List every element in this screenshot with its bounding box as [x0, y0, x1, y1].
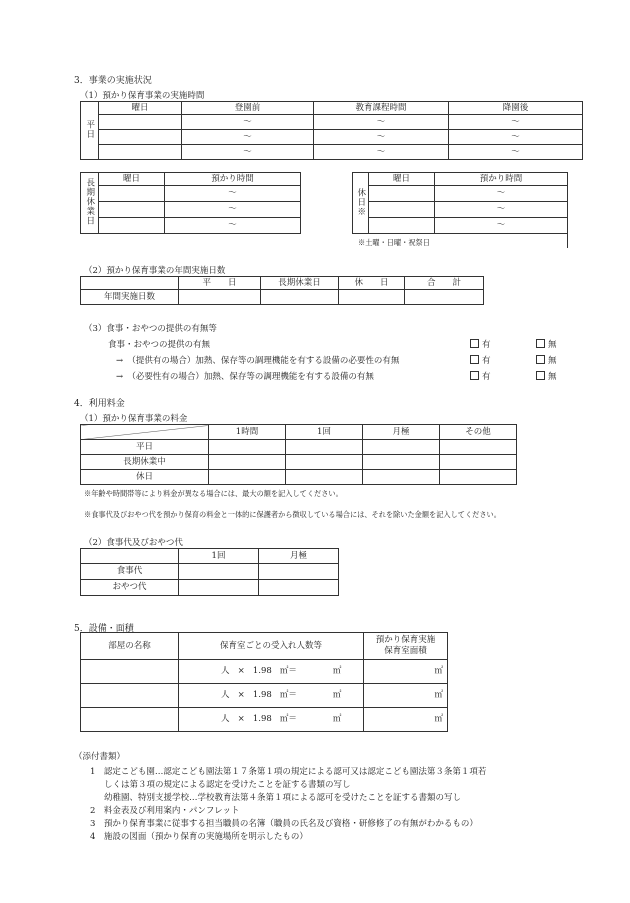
meal-question-3: → （必要性有の場合）加熱、保存等の調理機能を有する設備の有無	[116, 372, 374, 382]
annual-row-label: 年間実施日数	[81, 290, 179, 305]
fee-table	[80, 424, 517, 485]
time-cell[interactable]: ～	[182, 145, 314, 160]
meal-question-1: 食事・おやつの提供の有無	[108, 340, 211, 350]
fee-cell[interactable]	[209, 470, 286, 485]
weekday-cell[interactable]	[369, 186, 435, 202]
fee-cell[interactable]	[209, 455, 286, 470]
time-cell[interactable]: ～	[165, 218, 301, 234]
col-monthly: 月極	[259, 549, 339, 564]
fee-cell[interactable]	[286, 455, 363, 470]
section3-sub3: （3）食事・おやつの提供の有無等	[84, 324, 217, 334]
col-care-hours: 預かり時間	[435, 173, 568, 186]
checkbox-icon[interactable]	[470, 355, 479, 364]
checkbox-icon[interactable]	[536, 339, 545, 348]
time-cell[interactable]: ～	[182, 130, 314, 145]
col-care-hours: 預かり時間	[165, 173, 301, 186]
fee-corner	[81, 425, 209, 440]
time-cell[interactable]: ～	[165, 186, 301, 202]
fee-cell[interactable]	[363, 470, 440, 485]
room-name-cell[interactable]	[81, 684, 179, 708]
time-cell[interactable]: ～	[435, 218, 568, 234]
food-fee-cell[interactable]	[259, 580, 339, 596]
attachment-item-3: 3 預かり保育事業に従事する担当職員の名簿（職員の氏名及び資格・研修修了の有無がわかるもの）	[90, 819, 478, 829]
col-long-break-days: 長期休業日	[261, 277, 339, 290]
attachment-item-1: 1 認定こども園…認定こども園法第１７条第１項の規定による認可又は認定こども園法第３条第１項若	[90, 767, 487, 777]
col-weekday: 曜日	[99, 173, 165, 186]
fee-row-label: 平日	[81, 440, 209, 455]
food-fee-cell[interactable]	[179, 564, 259, 580]
fee-cell[interactable]	[209, 440, 286, 455]
days-cell[interactable]	[405, 290, 484, 305]
weekday-side-label: 平日	[81, 102, 99, 160]
col-holiday-days: 休 日	[339, 277, 405, 290]
annual-days-table	[80, 276, 484, 305]
attachment-item-4: 4 施設の図面（預かり保育の実施場所を明示したもの）	[90, 832, 308, 842]
food-fee-cell[interactable]	[259, 564, 339, 580]
holiday-note: ※土曜・日曜・祝祭日	[358, 238, 430, 247]
weekday-cell[interactable]	[99, 145, 182, 160]
meal-no-1[interactable]: 無	[536, 338, 557, 350]
checkbox-icon[interactable]	[536, 355, 545, 364]
time-cell[interactable]: ～	[435, 186, 568, 202]
weekday-cell[interactable]	[99, 218, 165, 234]
fee-cell[interactable]	[363, 455, 440, 470]
long-break-hours-table	[80, 172, 301, 234]
col-other: その他	[440, 425, 517, 440]
col-monthly: 月極	[363, 425, 440, 440]
section3-sub1: （1）預かり保育事業の実施時間	[80, 91, 205, 101]
col-weekday: 曜日	[369, 173, 435, 186]
col-weekday: 曜日	[99, 102, 182, 115]
fee-cell[interactable]	[286, 470, 363, 485]
food-row-label: おやつ代	[81, 580, 179, 596]
weekday-cell[interactable]	[369, 202, 435, 218]
holiday-side-label: 休日※	[353, 173, 369, 234]
capacity-cell[interactable]: 人 × 1.98 ㎡＝ ㎡	[179, 708, 364, 732]
time-cell[interactable]: ～	[165, 202, 301, 218]
area-cell[interactable]: ㎡	[364, 660, 448, 684]
food-corner	[81, 549, 179, 564]
fee-row-label: 長期休業中	[81, 455, 209, 470]
holiday-note-line	[567, 234, 568, 248]
section4-sub2: （2）食事代及びおやつ代	[84, 538, 183, 548]
section3-sub2: （2）預かり保育事業の年間実施日数	[84, 266, 226, 276]
time-cell[interactable]: ～	[449, 145, 583, 160]
weekday-cell[interactable]	[99, 202, 165, 218]
fee-row-label: 休日	[81, 470, 209, 485]
col-total-days: 合 計	[405, 277, 484, 290]
facility-table	[80, 632, 448, 732]
meal-yes-2[interactable]: 有	[470, 354, 491, 366]
col-capacity: 保育室ごとの受入れ人数等	[179, 633, 364, 660]
capacity-cell[interactable]: 人 × 1.98 ㎡＝ ㎡	[179, 660, 364, 684]
checkbox-icon[interactable]	[470, 371, 479, 380]
days-cell[interactable]	[179, 290, 261, 305]
meal-no-2[interactable]: 無	[536, 354, 557, 366]
col-per-visit: 1回	[179, 549, 259, 564]
time-cell[interactable]: ～	[314, 145, 449, 160]
food-row-label: 食事代	[81, 564, 179, 580]
col-area: 預かり保育実施 保育室面積	[364, 633, 448, 660]
col-after: 降園後	[449, 102, 583, 115]
checkbox-icon[interactable]	[470, 339, 479, 348]
meal-yes-1[interactable]: 有	[470, 338, 491, 350]
attachment-item-2: 2 料金表及び利用案内・パンフレット	[90, 806, 240, 816]
holiday-hours-table	[352, 172, 568, 234]
weekday-cell[interactable]	[99, 186, 165, 202]
time-cell[interactable]: ～	[182, 115, 314, 130]
col-per-visit: 1回	[286, 425, 363, 440]
time-cell[interactable]: ～	[435, 202, 568, 218]
col-room-name: 部屋の名称	[81, 633, 179, 660]
fee-cell[interactable]	[440, 455, 517, 470]
fee-cell[interactable]	[440, 440, 517, 455]
weekday-cell[interactable]	[369, 218, 435, 234]
long-break-side-label: 長期休業日	[81, 173, 99, 234]
col-before: 登園前	[182, 102, 314, 115]
annual-blank	[81, 277, 179, 290]
section5-title: 5．設備・面積	[74, 624, 134, 634]
food-fee-table	[80, 548, 339, 596]
col-per-hour: 1時間	[209, 425, 286, 440]
section4-sub1: （1）預かり保育事業の料金	[80, 414, 188, 424]
food-fee-cell[interactable]	[179, 580, 259, 596]
room-name-cell[interactable]	[81, 708, 179, 732]
attachments-title: （添付書類）	[74, 752, 126, 762]
attachment-item-1-school: 幼稚園、特別支援学校…学校教育法第４条第１項による認可を受けたことを証する書類の写し	[104, 793, 462, 803]
weekday-hours-table	[80, 101, 583, 160]
col-class-hours: 教育課程時間	[314, 102, 449, 115]
col-weekday-days: 平 日	[179, 277, 261, 290]
area-cell[interactable]: ㎡	[364, 708, 448, 732]
fee-cell[interactable]	[440, 470, 517, 485]
checkbox-icon[interactable]	[536, 371, 545, 380]
fee-note-2: ※食事代及びおやつ代を預かり保育の料金と一体的に保護者から徴収している場合には、それを除いた金額を記入してください。	[84, 510, 501, 519]
fee-cell[interactable]	[286, 440, 363, 455]
time-cell[interactable]: ～	[314, 130, 449, 145]
area-cell[interactable]: ㎡	[364, 684, 448, 708]
time-cell[interactable]: ～	[449, 115, 583, 130]
weekday-cell[interactable]	[99, 130, 182, 145]
section4-title: 4．利用料金	[74, 399, 125, 409]
room-name-cell[interactable]	[81, 660, 179, 684]
days-cell[interactable]	[261, 290, 339, 305]
capacity-cell[interactable]: 人 × 1.98 ㎡＝ ㎡	[179, 684, 364, 708]
weekday-cell[interactable]	[99, 115, 182, 130]
meal-question-2: → （提供有の場合）加熱、保存等の調理機能を有する設備の必要性の有無	[116, 356, 400, 366]
days-cell[interactable]	[339, 290, 405, 305]
fee-cell[interactable]	[363, 440, 440, 455]
fee-note-1: ※年齢や時間帯等により料金が異なる場合には、最大の額を記入してください。	[84, 489, 343, 498]
meal-yes-3[interactable]: 有	[470, 370, 491, 382]
attachment-item-1-cont: しくは第３項の規定による認定を受けたことを証する書類の写し	[104, 780, 351, 790]
section3-title: 3．事業の実施状況	[74, 76, 152, 86]
meal-no-3[interactable]: 無	[536, 370, 557, 382]
time-cell[interactable]: ～	[314, 115, 449, 130]
time-cell[interactable]: ～	[449, 130, 583, 145]
